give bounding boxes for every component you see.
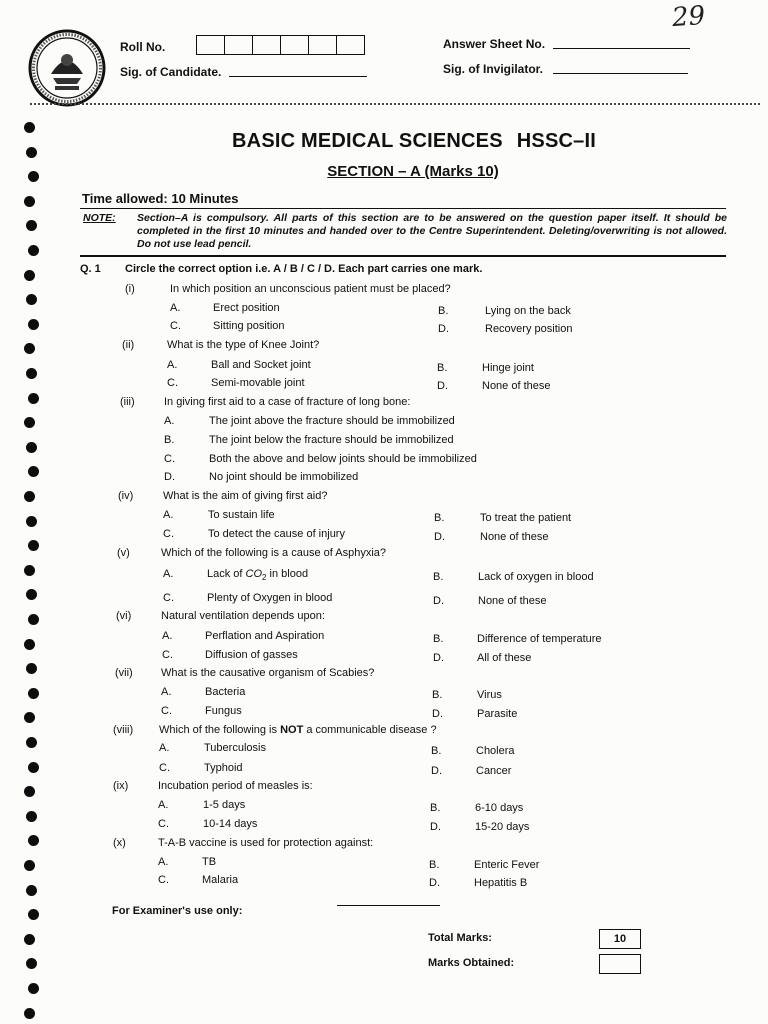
roll-no-box[interactable] (225, 36, 253, 54)
binding-hole (24, 1008, 35, 1019)
option-text[interactable]: Perflation and Aspiration (205, 630, 325, 642)
option-letter[interactable]: B. (433, 571, 444, 583)
level-title: HSSC–II (516, 130, 596, 152)
option-text[interactable]: Cholera (476, 745, 515, 757)
question-stem (159, 724, 437, 736)
option-text[interactable]: The joint above the fracture should be immobilized (209, 415, 455, 427)
option-letter[interactable]: C. (158, 874, 169, 886)
option-text[interactable]: To treat the patient (480, 512, 572, 524)
option-letter[interactable]: B. (431, 745, 442, 757)
stem-text: Which of the following is (159, 724, 281, 736)
binding-hole (24, 196, 35, 207)
option-text[interactable]: Lack of oxygen in blood (478, 571, 594, 583)
binding-hole (28, 835, 39, 846)
question-stem: What is the causative organism of Scabies? (161, 667, 375, 679)
option-letter[interactable]: C. (170, 320, 181, 332)
board-seal-logo (27, 28, 107, 108)
sig-candidate-label: Sig. of Candidate. (120, 65, 222, 79)
question-part-number: (i) (125, 283, 135, 295)
option-letter[interactable]: A. (161, 686, 172, 698)
option-text[interactable]: Sitting position (213, 320, 285, 332)
option-text[interactable]: The joint below the fracture should be immobilized (209, 434, 454, 446)
option-letter[interactable]: B. (432, 689, 443, 701)
option-text[interactable]: All of these (477, 652, 532, 664)
sig-candidate-line[interactable] (229, 76, 367, 77)
option-letter[interactable]: B. (433, 633, 444, 645)
option-text[interactable]: Virus (477, 689, 502, 701)
option-text[interactable]: Lying on the back (485, 305, 571, 317)
binding-hole (28, 688, 39, 699)
note-top-rule (80, 208, 726, 209)
option-letter[interactable]: C. (159, 762, 170, 774)
option-letter[interactable]: D. (432, 708, 443, 720)
answer-sheet-line[interactable] (553, 48, 690, 49)
option-letter[interactable]: A. (159, 742, 170, 754)
question-stem: T-A-B vaccine is used for protection against: (158, 837, 374, 849)
option-letter[interactable]: A. (170, 302, 181, 314)
sig-invigilator-line[interactable] (553, 73, 688, 74)
option-text[interactable]: To sustain life (208, 509, 275, 521)
option-text[interactable]: Semi-movable joint (211, 377, 305, 389)
question-part-number: (iii) (120, 396, 135, 408)
binding-hole (24, 934, 35, 945)
option-letter[interactable]: D. (434, 531, 445, 543)
binding-hole (26, 958, 37, 969)
option-text[interactable]: Typhoid (204, 762, 243, 774)
question-part-number: (ix) (113, 780, 129, 792)
option-letter[interactable]: D. (433, 595, 444, 607)
binding-hole (24, 786, 35, 797)
option-letter[interactable]: C. (163, 592, 174, 604)
roll-no-boxes[interactable] (196, 35, 365, 55)
binding-hole (24, 343, 35, 354)
examiner-line (337, 905, 440, 906)
option-text[interactable]: 1-5 days (203, 799, 246, 811)
option-text[interactable]: Parasite (477, 708, 518, 720)
paper-title (0, 130, 768, 153)
binding-hole (26, 220, 37, 231)
sig-invigilator-label: Sig. of Invigilator. (443, 62, 544, 76)
option-text[interactable]: Tuberculosis (204, 742, 266, 754)
option-letter[interactable]: A. (163, 568, 174, 580)
handwritten-page-number: 29 (670, 0, 707, 34)
option-text[interactable]: Erect position (213, 302, 280, 314)
option-letter[interactable]: A. (167, 359, 178, 371)
roll-no-box[interactable] (309, 36, 337, 54)
option-text[interactable]: Malaria (202, 874, 239, 886)
answer-sheet-label: Answer Sheet No. (443, 37, 546, 51)
option-letter[interactable]: D. (433, 652, 444, 664)
binding-hole (28, 466, 39, 477)
question-stem: Incubation period of measles is: (158, 780, 313, 792)
binding-hole (26, 589, 37, 600)
formula-subscript: 2 (262, 573, 267, 583)
chemical-formula: CO (245, 568, 263, 580)
stem-text: a communicable disease ? (303, 724, 437, 736)
roll-no-box[interactable] (281, 36, 309, 54)
option-text-part: in blood (266, 568, 309, 580)
question-number: Q. 1 (80, 263, 101, 275)
binding-hole (26, 147, 37, 158)
question-stem: What is the type of Knee Joint? (167, 339, 320, 351)
option-letter[interactable]: D. (438, 323, 449, 335)
section-title: SECTION – A (Marks 10) (327, 163, 499, 180)
total-marks-label: Total Marks: (428, 932, 492, 944)
option-text[interactable]: Bacteria (205, 686, 246, 698)
option-letter[interactable]: B. (434, 512, 445, 524)
question-part-number: (v) (117, 547, 130, 559)
binding-hole (28, 319, 39, 330)
option-text[interactable]: Diffusion of gasses (205, 649, 298, 661)
option-letter[interactable]: C. (158, 818, 169, 830)
option-text[interactable]: Enteric Fever (474, 859, 540, 871)
binding-hole (28, 983, 39, 994)
option-text[interactable]: None of these (482, 380, 551, 392)
option-letter[interactable]: A. (164, 415, 175, 427)
option-letter[interactable]: A. (163, 509, 174, 521)
option-letter[interactable]: A. (158, 856, 169, 868)
binding-hole (26, 811, 37, 822)
option-letter[interactable]: C. (162, 649, 173, 661)
option-text-part: Lack of (207, 568, 246, 580)
option-letter[interactable]: C. (163, 528, 174, 540)
stem-emphasis: NOT (280, 724, 304, 736)
question-part-number: (ii) (122, 339, 135, 351)
question-part-number: (x) (113, 837, 126, 849)
question-stem: In giving first aid to a case of fracture of long bone: (164, 396, 411, 408)
binding-hole (28, 909, 39, 920)
option-letter[interactable]: B. (430, 802, 441, 814)
binding-hole (28, 171, 39, 182)
roll-no-box[interactable] (253, 36, 281, 54)
option-text[interactable]: 10-14 days (203, 818, 258, 830)
option-letter[interactable]: D. (431, 765, 442, 777)
question-part-number: (vi) (116, 610, 132, 622)
note-bottom-rule (80, 255, 726, 257)
option-text[interactable] (207, 568, 308, 582)
note-text: Section–A is compulsory. All parts of this section are to be answered on the question paper itself. It should be completed in the first 10 minutes and handed over to the Centre Superintendent. Deleting/overwriting is not allowed. Do not use lead pencil. (137, 212, 727, 250)
binding-hole (24, 270, 35, 281)
examiner-label: For Examiner's use only: (112, 905, 243, 917)
binding-hole (24, 639, 35, 650)
option-text[interactable]: None of these (480, 531, 549, 543)
option-text[interactable]: To detect the cause of injury (208, 528, 345, 540)
option-letter[interactable]: C. (161, 705, 172, 717)
roll-no-box[interactable] (337, 36, 364, 54)
option-text[interactable]: Plenty of Oxygen in blood (207, 592, 333, 604)
binding-hole (28, 393, 39, 404)
subject-title: BASIC MEDICAL SCIENCES (232, 130, 503, 152)
time-allowed: Time allowed: 10 Minutes (82, 191, 239, 206)
option-text[interactable]: 15-20 days (475, 821, 530, 833)
binding-hole (24, 860, 35, 871)
binding-hole (24, 122, 35, 133)
option-text[interactable]: None of these (478, 595, 547, 607)
option-letter[interactable]: A. (158, 799, 169, 811)
note-label: NOTE: (83, 212, 116, 224)
option-letter[interactable]: B. (429, 859, 440, 871)
question-stem: Which of the following is a cause of Asphyxia? (161, 547, 387, 559)
option-text[interactable]: Hinge joint (482, 362, 534, 374)
option-text[interactable]: Ball and Socket joint (211, 359, 311, 371)
binding-hole (26, 516, 37, 527)
option-text[interactable]: No joint should be immobilized (209, 471, 359, 483)
option-text[interactable]: Both the above and below joints should be immobilized (209, 453, 477, 465)
option-letter[interactable]: C. (164, 453, 175, 465)
option-text[interactable]: Hepatitis B (474, 877, 528, 889)
option-text[interactable]: Fungus (205, 705, 242, 717)
question-part-number: (vii) (115, 667, 133, 679)
question-part-number: (viii) (113, 724, 134, 736)
binding-hole (28, 245, 39, 256)
marks-obtained-box[interactable] (599, 954, 641, 974)
header-divider (30, 103, 760, 105)
total-marks-box: 10 (599, 929, 641, 949)
option-letter[interactable]: B. (438, 305, 449, 317)
option-text[interactable]: Recovery position (485, 323, 573, 335)
option-letter[interactable]: A. (162, 630, 173, 642)
option-letter[interactable]: D. (164, 471, 175, 483)
question-stem: In which position an unconscious patient must be placed? (170, 283, 451, 295)
binding-hole (26, 737, 37, 748)
option-text[interactable]: TB (202, 856, 217, 868)
option-letter[interactable]: D. (429, 877, 440, 889)
binding-hole (28, 540, 39, 551)
binding-hole (24, 712, 35, 723)
binding-hole (24, 491, 35, 502)
marks-obtained-label: Marks Obtained: (428, 957, 515, 969)
option-text[interactable]: Difference of temperature (477, 633, 602, 645)
option-letter[interactable]: B. (437, 362, 448, 374)
question-part-number: (iv) (118, 490, 134, 502)
option-text[interactable]: 6-10 days (475, 802, 524, 814)
option-text[interactable]: Cancer (476, 765, 512, 777)
binding-hole (26, 368, 37, 379)
option-letter[interactable]: D. (430, 821, 441, 833)
option-letter[interactable]: D. (437, 380, 448, 392)
option-letter[interactable]: B. (164, 434, 175, 446)
question-stem: What is the aim of giving first aid? (163, 490, 328, 502)
roll-no-box[interactable] (197, 36, 225, 54)
question-stem: Natural ventilation depends upon: (161, 610, 325, 622)
binding-hole (28, 614, 39, 625)
binding-hole (24, 417, 35, 428)
binding-hole (26, 885, 37, 896)
binding-hole (26, 442, 37, 453)
binding-hole (26, 294, 37, 305)
binding-hole (24, 565, 35, 576)
question-instruction: Circle the correct option i.e. A / B / C / D. Each part carries one mark. (125, 263, 483, 275)
roll-no-label: Roll No. (120, 40, 166, 54)
binding-hole (28, 762, 39, 773)
option-letter[interactable]: C. (167, 377, 178, 389)
binding-hole (26, 663, 37, 674)
